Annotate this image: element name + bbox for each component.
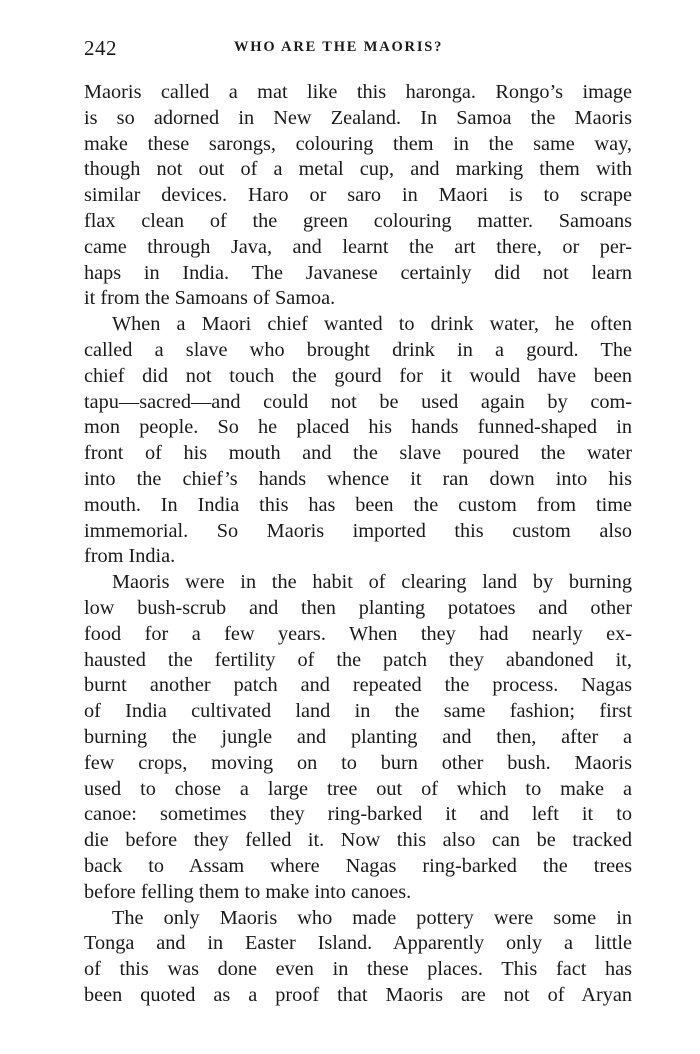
text-line: front of his mouth and the slave poured the water [84,442,632,465]
paragraph-4 [84,906,632,1009]
text-line: came through Java, and learnt the art there, or per- [84,235,632,258]
text-line: hausted the fertility of the patch they abandoned it, [84,648,632,671]
text-line: it from the Samoans of Samoa. [84,287,336,310]
text-line: mouth. In India this has been the custom from time [84,493,632,516]
text-line: Maoris were in the habit of clearing land by burning [112,571,632,594]
text-line: Maoris called a mat like this haronga. Rongo’s image [84,81,632,103]
running-head: WHO ARE THE MAORIS? [234,39,444,55]
text-line: tapu—sacred—and could not be used again by com- [84,390,632,413]
text-line: mon people. So he placed his hands funned-shaped in [84,416,632,439]
text-line: is so adorned in New Zealand. In Samoa the Maoris [84,106,632,129]
text-line: burnt another patch and repeated the process. Nagas [84,674,632,697]
text-line: make these sarongs, colouring them in the same way, [84,132,632,155]
text-line: called a slave who brought drink in a gourd. The [84,338,632,361]
page-number: 242 [84,36,117,60]
paragraph-2 [84,312,632,570]
text-line: from India. [84,545,176,568]
text-line: back to Assam where Nagas ring-barked the trees [84,854,632,877]
text-line: die before they felled it. Now this also can be tracked [84,829,632,852]
text-line: though not out of a metal cup, and marking them with [84,158,632,181]
text-line: been quoted as a proof that Maoris are not of Aryan [84,983,632,1006]
text-line: food for a few years. When they had nearly ex- [84,622,632,645]
text-line: into the chief’s hands whence it ran down into his [84,467,632,490]
text-line: chief did not touch the gourd for it would have been [84,364,632,387]
text-line: low bush-scrub and then planting potatoes and other [84,596,632,619]
text-line: similar devices. Haro or saro in Maori is to scrape [84,184,632,207]
text-line: few crops, moving on to burn other bush. Maoris [84,751,632,774]
text-line: canoe: sometimes they ring-barked it and left it to [84,803,632,826]
page-header [84,36,632,64]
text-line: burning the jungle and planting and then, after a [84,725,632,748]
text-line: haps in India. The Javanese certainly did not learn [84,261,632,284]
paragraph-3 [84,570,632,905]
text-line: When a Maori chief wanted to drink water, he often [112,313,632,336]
text-line: used to chose a large tree out of which to make a [84,777,632,800]
text-line: of this was done even in these places. This fact has [84,958,632,981]
paragraph-1 [84,80,632,312]
text-line: immemorial. So Maoris imported this custom also [84,519,632,542]
text-line: Tonga and in Easter Island. Apparently only a little [84,932,632,955]
text-line: before felling them to make into canoes. [84,880,412,903]
text-line: The only Maoris who made pottery were some in [112,906,632,929]
body-text [84,80,632,1009]
text-line: flax clean of the green colouring matter. Samoans [84,209,632,232]
text-line: of India cultivated land in the same fashion; first [84,700,632,723]
